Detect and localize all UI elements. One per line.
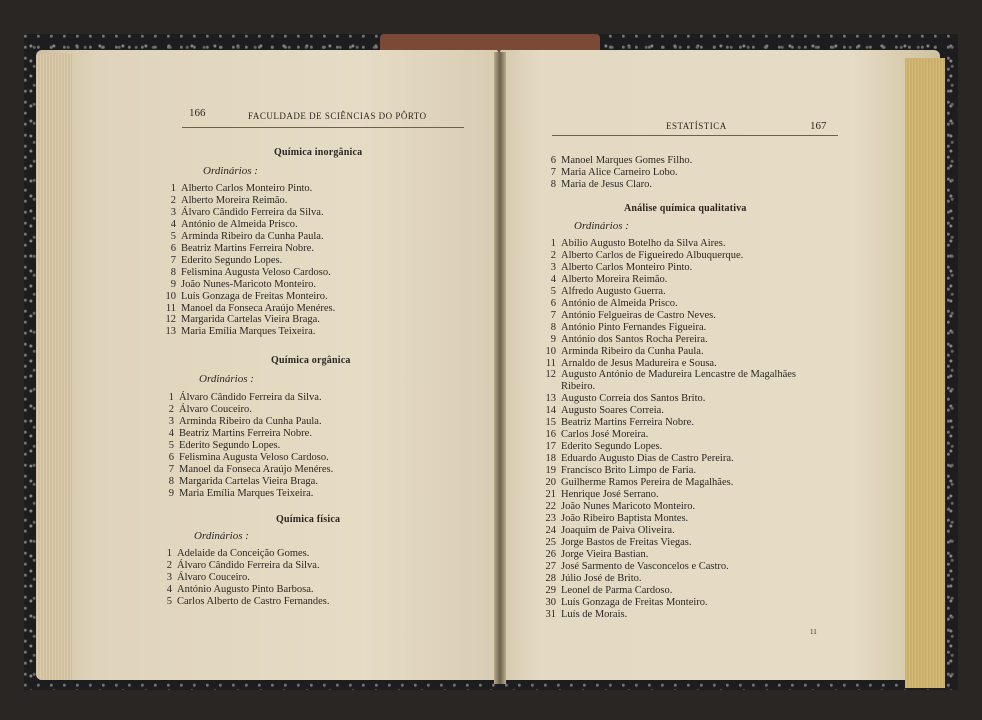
item-number: 10 [545,345,556,357]
item-number: 3 [170,206,176,218]
item-name: Felismina Augusta Veloso Cardoso. [179,451,329,463]
item-number: 9 [168,487,174,499]
item-name: António Pinto Fernandes Figueira. [561,321,707,333]
page-edges-left [36,54,72,680]
list-item [540,597,796,609]
item-name: Beatriz Martins Ferreira Nobre. [561,417,694,429]
list-item [540,429,796,441]
item-number: 8 [168,475,174,487]
list-item [158,428,333,440]
item-number: 30 [545,596,556,608]
item-name: Maria Alice Carneiro Lobo. [561,166,678,178]
section-subtitle: Ordinários : [199,373,254,385]
item-number: 31 [545,608,556,620]
item-name: Maria Emília Marques Teixeira. [179,487,314,499]
section-title: Química física [276,514,341,525]
item-number: 5 [550,285,556,297]
list-item [156,572,330,584]
item-name: Adelaide da Conceição Gomes. [177,548,310,559]
item-name: Ederito Segundo Lopes. [181,254,283,266]
list-item-continuation: Ribeiro. [561,381,596,393]
item-number: 11 [165,302,176,314]
item-number: 4 [168,427,174,439]
item-name: Álvaro Couceiro. [179,403,252,415]
item-number: 3 [166,571,172,583]
item-name: Júlio José de Brito. [561,572,642,584]
list-item [160,183,335,195]
item-number: 9 [170,278,176,290]
item-name: Luís de Morais. [561,608,628,620]
item-number: 29 [545,584,556,596]
item-number: 6 [550,297,556,309]
item-name: Augusto Correia dos Santos Brito. [561,393,706,405]
item-name: Álvaro Cândido Ferreira da Silva. [181,206,324,218]
list-item [160,291,335,303]
item-name: Margarida Cartelas Vieira Braga. [179,475,318,487]
item-name: Luís Gonzaga de Freitas Monteiro. [561,596,708,608]
item-number: 2 [550,249,556,261]
item-number: 10 [165,290,176,302]
item-number: 28 [545,572,556,584]
item-number: 27 [545,560,556,572]
name-list [540,238,796,621]
item-number: 8 [550,178,556,190]
item-name: Maria de Jesus Claro. [561,178,652,190]
name-list [158,392,333,500]
item-number: 7 [168,463,174,475]
section-title: Análise química qualitativa [624,203,747,214]
list-item [540,262,796,274]
list-item [540,537,796,549]
list-item [540,585,796,597]
list-item [540,286,796,298]
list-item [540,417,796,429]
item-number: 8 [170,266,176,278]
item-number: 9 [550,333,556,345]
item-name: Alberto Moreira Reimão. [181,194,288,206]
list-item [540,346,796,358]
item-number: 1 [168,392,174,403]
item-name: Arminda Ribeiro da Cunha Paula. [561,345,704,357]
item-number: 23 [545,512,556,524]
item-number: 12 [165,314,176,326]
item-name: Francisco Brito Limpo de Faria. [561,465,697,477]
item-number: 1 [550,238,556,249]
list-item [156,548,330,560]
running-head: FACULDADE DE SCIÊNCIAS DO PÔRTO [248,111,427,121]
list-item [540,167,692,179]
item-name: Alberto Carlos Monteiro Pinto. [181,183,313,194]
list-item [540,561,796,573]
item-number: 3 [550,261,556,273]
item-name: Ederito Segundo Lopes. [561,441,663,453]
item-name: Alberto Carlos de Figueiredo Albuquerque. [561,249,744,261]
item-name: Carlos José Moreira. [561,429,649,441]
list-item [156,584,330,596]
item-name: João Nunes Maricoto Monteiro. [561,500,696,512]
item-name: Jorge Bastos de Freitas Viegas. [561,536,692,548]
item-name: João Nunes-Maricoto Monteiro. [181,278,317,290]
item-name: Joaquim de Paiva Oliveira. [561,524,675,536]
list-item [540,525,796,537]
list-item [160,326,335,338]
item-name: Álvaro Cândido Ferreira da Silva. [177,559,320,571]
list-item [540,155,692,167]
list-item [540,453,796,465]
item-number: 13 [545,393,556,405]
list-item [160,314,335,326]
item-number: 4 [166,583,172,595]
item-name: Guilherme Ramos Pereira de Magalhães. [561,477,734,489]
item-number: 7 [170,254,176,266]
list-item [540,477,796,489]
item-number: 7 [550,166,556,178]
item-number: 5 [166,595,172,607]
item-name: Arnaldo de Jesus Madureira e Sousa. [561,357,717,369]
list-item [156,560,330,572]
list-item [540,369,796,381]
list-item [160,255,335,267]
name-list [156,548,330,608]
item-name: Carlos Alberto de Castro Fernandes. [177,595,330,607]
item-name: António dos Santos Rocha Pereira. [561,333,708,345]
section-subtitle: Ordinários : [203,165,258,177]
left-page [36,50,498,680]
item-number: 3 [168,415,174,427]
item-name: António Augusto Pinto Barbosa. [177,583,314,595]
right-page [500,50,940,680]
list-item [158,452,333,464]
item-number: 14 [545,405,556,417]
item-name: Margarida Cartelas Vieira Braga. [181,314,320,326]
item-number: 2 [170,194,176,206]
item-name: António de Almeida Prisco. [181,218,298,230]
list-item [158,476,333,488]
item-number: 2 [168,403,174,415]
list-item [540,238,796,250]
item-name: João Ribeiro Baptista Montes. [561,512,689,524]
section-subtitle: Ordinários : [194,530,249,542]
item-number: 4 [170,218,176,230]
item-name: Henrique José Serrano. [561,489,659,501]
item-name: Beatriz Martins Ferreira Nobre. [181,242,314,254]
item-number: 1 [166,548,172,559]
item-name: Alberto Carlos Monteiro Pinto. [561,261,693,273]
item-name: Jorge Vieira Bastian. [561,548,649,560]
list-item [160,267,335,279]
item-name: Augusto António de Madureira Lencastre de Magalhães [561,369,797,381]
list-item [540,250,796,262]
header-rule [182,127,464,128]
list-item [540,310,796,322]
list-item [160,303,335,315]
section-subtitle: Ordinários : [574,220,629,232]
list-item [540,489,796,501]
name-list [160,183,335,338]
list-item [540,573,796,585]
list-item [540,274,796,286]
item-number: 15 [545,417,556,429]
item-name: Leonel de Parma Cardoso. [561,584,673,596]
item-name: Manoel da Fonseca Araújo Menéres. [179,463,334,475]
item-number: 21 [545,489,556,501]
list-item [540,513,796,525]
item-number: 8 [550,321,556,333]
list-item [160,231,335,243]
item-name: Maria Emília Marques Teixeira. [181,326,316,338]
list-item [158,488,333,500]
item-name: Álvaro Couceiro. [177,571,250,583]
item-number: 11 [545,357,556,369]
item-number: 16 [545,429,556,441]
item-number: 6 [550,155,556,166]
item-name: António de Almeida Prisco. [561,297,678,309]
item-number: 17 [545,441,556,453]
item-number: 5 [168,439,174,451]
item-name: Beatriz Martins Ferreira Nobre. [179,427,312,439]
item-number: 2 [166,559,172,571]
item-name: Manoel da Fonseca Araújo Menéres. [181,302,336,314]
item-number: 18 [545,453,556,465]
list-item [158,404,333,416]
item-number: 6 [170,242,176,254]
list-item [540,358,796,370]
item-name: Felismina Augusta Veloso Cardoso. [181,266,331,278]
list-item [158,392,333,404]
list-item [160,279,335,291]
item-number: 5 [170,230,176,242]
list-item [158,416,333,428]
page-edges-right [905,58,945,688]
list-item [540,334,796,346]
list-item [540,298,796,310]
item-number: 4 [550,273,556,285]
list-item [540,441,796,453]
item-name: António Felgueiras de Castro Neves. [561,309,716,321]
list-item [160,219,335,231]
page-number: 166 [189,107,206,119]
item-number: 6 [168,451,174,463]
header-rule [552,135,838,136]
item-name: Arminda Ribeiro da Cunha Paula. [179,415,322,427]
signature-mark: 11 [810,628,817,636]
section-title: Química inorgânica [274,147,363,158]
item-number: 7 [550,309,556,321]
list-item [540,393,796,405]
list-item [540,465,796,477]
item-name: Abílio Augusto Botelho da Silva Aires. [561,238,726,249]
item-name: Álvaro Cândido Ferreira da Silva. [179,392,322,403]
item-name: Alfredo Augusto Guerra. [561,285,666,297]
item-number: 25 [545,536,556,548]
item-number: 13 [165,326,176,338]
running-head: ESTATÍSTICA [666,121,727,131]
section-title: Química orgânica [271,355,351,366]
item-number: 20 [545,477,556,489]
list-item [160,243,335,255]
item-number: 12 [545,369,556,381]
list-item [540,549,796,561]
item-name: Alberto Moreira Reimão. [561,273,668,285]
item-name: Luís Gonzaga de Freitas Monteiro. [181,290,328,302]
list-item [540,405,796,417]
list-item [540,609,796,621]
item-name: Eduardo Augusto Dias de Castro Pereira. [561,453,734,465]
item-number: 22 [545,500,556,512]
list-item [540,179,692,191]
item-name: Ederito Segundo Lopes. [179,439,281,451]
item-number: 1 [170,183,176,194]
name-list [540,155,692,191]
item-name: Augusto Soares Correia. [561,405,664,417]
item-name: Manoel Marques Gomes Filho. [561,155,693,166]
item-number: 24 [545,524,556,536]
item-name: Arminda Ribeiro da Cunha Paula. [181,230,324,242]
list-item [158,440,333,452]
item-number: 19 [545,465,556,477]
page-number: 167 [810,120,827,132]
book-gutter [494,52,506,684]
list-item [540,322,796,334]
list-item [158,464,333,476]
item-name: José Sarmento de Vasconcelos e Castro. [561,560,729,572]
list-item [160,195,335,207]
item-number: 26 [545,548,556,560]
list-item [540,501,796,513]
list-item [160,207,335,219]
list-item [156,596,330,608]
